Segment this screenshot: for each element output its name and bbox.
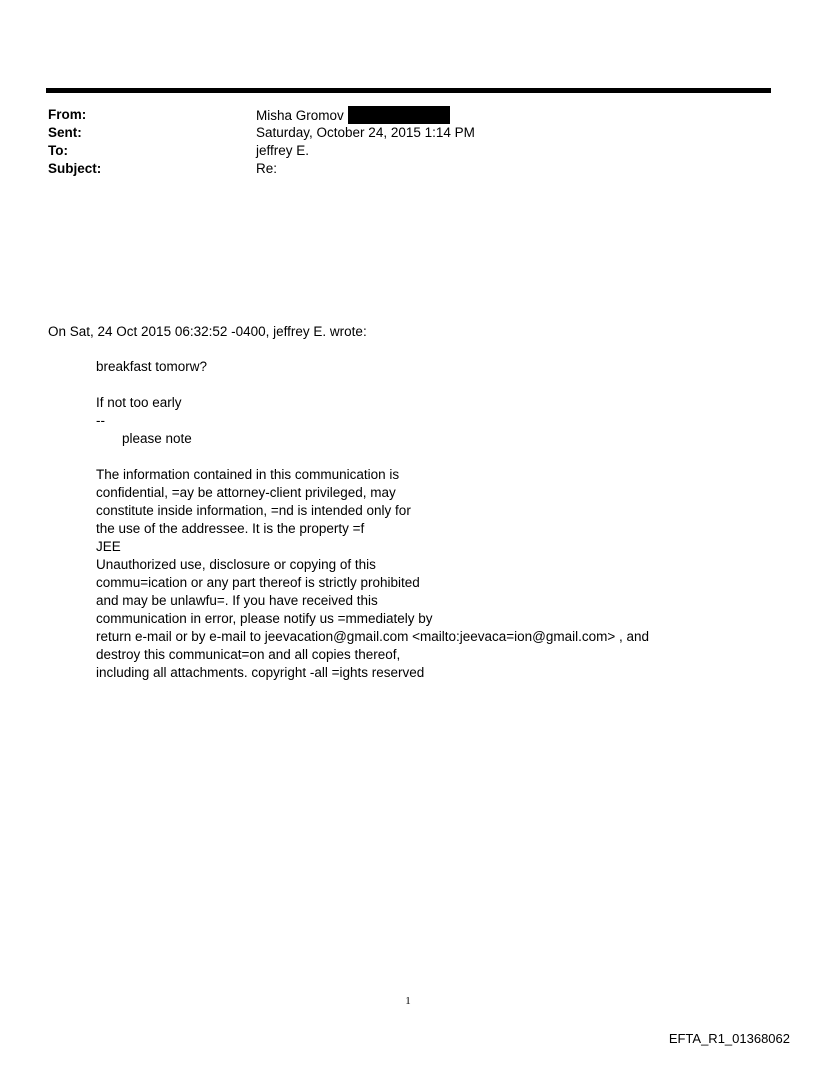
disclaimer-line: JEE [96, 539, 121, 554]
disclaimer-line: including all attachments. copyright -all =ights reserved [96, 665, 425, 680]
email-header [48, 106, 768, 178]
redaction-box [348, 106, 450, 124]
disclaimer-line: confidential, =ay be attorney-client privileged, may [96, 485, 396, 500]
quoted-line: please note [122, 431, 192, 446]
to-row [48, 142, 768, 160]
reply-intro: On Sat, 24 Oct 2015 06:32:52 -0400, jeffrey E. wrote: [48, 324, 367, 339]
quoted-line: -- [96, 413, 105, 428]
document-id: EFTA_R1_01368062 [668, 1031, 790, 1046]
sent-value: Saturday, October 24, 2015 1:14 PM [256, 125, 475, 140]
subject-row [48, 160, 768, 178]
from-value [256, 106, 450, 125]
disclaimer-line: communication in error, please notify us =mmediately by [96, 611, 433, 626]
header-rule [46, 88, 771, 93]
page-number: 1 [405, 995, 411, 1007]
disclaimer-line: return e-mail or by e-mail to jeevacation@gmail.com <mailto:jeevaca=ion@gmail.com> , and [96, 629, 650, 644]
quoted-line: If not too early [96, 395, 182, 410]
sent-label: Sent: [48, 125, 82, 140]
disclaimer-line: the use of the addressee. It is the property =f [96, 521, 365, 536]
disclaimer-line: constitute inside information, =nd is intended only for [96, 503, 411, 518]
disclaimer-line: and may be unlawfu=. If you have received this [96, 593, 378, 608]
from-row [48, 106, 768, 124]
subject-value: Re: [256, 161, 278, 176]
to-value: jeffrey E. [256, 143, 310, 158]
to-label: To: [48, 143, 68, 158]
from-label: From: [48, 107, 87, 122]
quoted-line: breakfast tomorw? [96, 359, 208, 374]
sent-row [48, 124, 768, 142]
disclaimer-line: destroy this communicat=on and all copies thereof, [96, 647, 401, 662]
disclaimer-line: Unauthorized use, disclosure or copying of this [96, 557, 376, 572]
disclaimer-line: commu=ication or any part thereof is strictly prohibited [96, 575, 420, 590]
quoted-message [96, 358, 756, 682]
from-name: Misha Gromov [256, 108, 344, 123]
subject-label: Subject: [48, 161, 102, 176]
disclaimer-line: The information contained in this communication is [96, 467, 400, 482]
